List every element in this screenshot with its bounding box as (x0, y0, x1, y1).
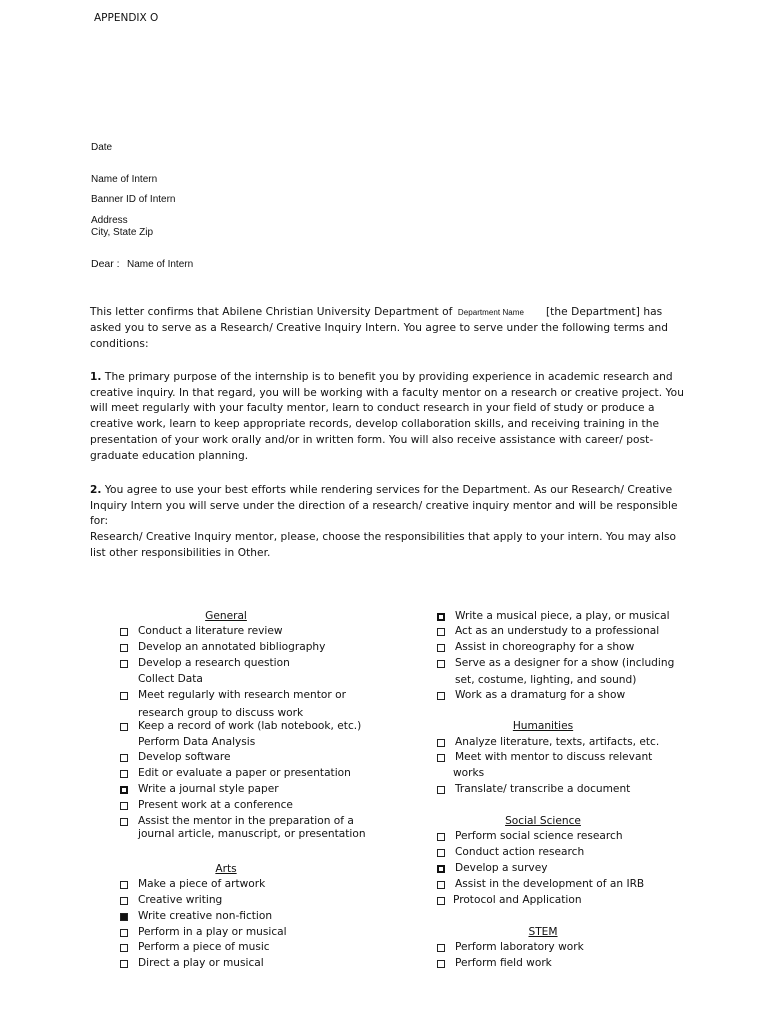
item-label: Protocol and Application (453, 894, 582, 906)
item-label: Assist the mentor in the preparation of a (138, 815, 354, 827)
item-label: Perform a piece of music (138, 941, 270, 953)
clause-1-number: 1. (90, 371, 102, 383)
stem-heading: STEM (528, 926, 558, 938)
intro-line-2: asked you to serve as a Research/ Creative Inquiry Intern. You agree to serve under the following terms and (90, 322, 669, 334)
checkbox-checked-icon[interactable] (120, 786, 128, 794)
intro-line-3: conditions: (90, 338, 149, 350)
item-label: Meet with mentor to discuss relevant (455, 751, 653, 763)
checkbox-icon[interactable] (120, 770, 128, 778)
item-label: Act as an understudy to a professional (455, 625, 660, 637)
clause-1 (90, 370, 690, 464)
dear-name-field: Name of Intern (127, 259, 194, 270)
checkbox-checked-icon[interactable] (120, 913, 128, 921)
checkbox-icon[interactable] (120, 802, 128, 810)
dear-label: Dear : (91, 258, 120, 270)
checkbox-icon[interactable] (120, 960, 128, 968)
checkbox-icon[interactable] (437, 660, 445, 668)
checkbox-icon[interactable] (120, 723, 128, 731)
item-label: Translate/ transcribe a document (455, 783, 631, 795)
checkbox-icon[interactable] (120, 818, 128, 826)
item-label: Collect Data (138, 673, 203, 685)
item-label: Direct a play or musical (138, 957, 264, 969)
checkbox-icon[interactable] (437, 849, 445, 857)
item-label: Develop software (138, 751, 231, 763)
item-label: set, costume, lighting, and sound) (455, 674, 637, 686)
checkbox-icon[interactable] (120, 897, 128, 905)
item-label: Edit or evaluate a paper or presentation (138, 767, 351, 779)
item-label: Keep a record of work (lab notebook, etc.) (138, 720, 362, 732)
clause-2-number: 2. (90, 484, 102, 496)
clause-1-text: The primary purpose of the internship is to benefit you by providing experience in academic research and creative inquiry. In that regard, you will be working with a faculty mentor on a research or creative project. You will meet regularly with your faculty mentor, learn to conduct research in your field of study or produce a creative work, learn to keep appropriate records, develop collaboration skills, and receiving training in the presentation of your work orally and/or in written form. You will also receive assistance with career/ post-graduate education planning. (90, 371, 684, 462)
checkbox-icon[interactable] (437, 739, 445, 747)
item-label: Meet regularly with research mentor or (138, 689, 346, 701)
checkbox-icon[interactable] (437, 628, 445, 636)
checkbox-icon[interactable] (120, 881, 128, 889)
checkbox-icon[interactable] (437, 833, 445, 841)
checkbox-icon[interactable] (437, 644, 445, 652)
item-label: Write a musical piece, a play, or musical (455, 610, 670, 622)
arts-heading: Arts (215, 863, 237, 875)
item-label: Write creative non-fiction (138, 910, 273, 922)
item-label: Conduct a literature review (138, 625, 283, 637)
item-label: Assist in the development of an IRB (455, 878, 645, 890)
checkbox-icon[interactable] (437, 897, 445, 905)
intern-name-field: Name of Intern (91, 174, 158, 185)
checkbox-icon[interactable] (437, 960, 445, 968)
checkbox-icon[interactable] (120, 692, 128, 700)
item-label: Perform laboratory work (455, 941, 584, 953)
item-label: Assist in choreography for a show (455, 641, 635, 653)
date-field: Date (91, 142, 113, 153)
item-label: Develop an annotated bibliography (138, 641, 326, 653)
clause-2-text: You agree to use your best efforts while rendering services for the Department. As our Research/ Creative Inquiry Intern you will serve under the direction of a research/ creative inquiry mentor and will be responsible for: (90, 484, 678, 528)
checkbox-icon[interactable] (437, 944, 445, 952)
item-label: Develop a research question (138, 657, 290, 669)
item-label: Conduct action research (455, 846, 585, 858)
banner-id-field: Banner ID of Intern (91, 194, 176, 205)
department-name-field: Department Name (457, 308, 524, 317)
checkbox-checked-icon[interactable] (437, 865, 445, 873)
item-label: Perform field work (455, 957, 552, 969)
item-label: Perform in a play or musical (138, 926, 287, 938)
appendix-label: APPENDIX O (94, 12, 159, 24)
item-label: Perform Data Analysis (138, 736, 256, 748)
intro-text-part2: [the Department] has (546, 306, 663, 318)
humanities-heading: Humanities (512, 720, 574, 732)
intro-line-1 (90, 305, 524, 321)
item-label: research group to discuss work (138, 707, 304, 719)
checkbox-icon[interactable] (120, 929, 128, 937)
checkbox-icon[interactable] (437, 881, 445, 889)
checkbox-checked-icon[interactable] (437, 613, 445, 621)
checkbox-icon[interactable] (120, 754, 128, 762)
checkbox-icon[interactable] (437, 786, 445, 794)
item-label: Analyze literature, texts, artifacts, etc. (455, 736, 660, 748)
address-field: Address (91, 215, 128, 226)
mentor-note: Research/ Creative Inquiry mentor, please, choose the responsibilities that apply to your intern. You may also list other responsibilities in Other. (90, 531, 677, 559)
item-label: Work as a dramaturg for a show (455, 689, 626, 701)
city-state-zip-field: City, State Zip (91, 227, 154, 238)
item-label: Creative writing (138, 894, 223, 906)
item-label: journal article, manuscript, or presentation (138, 828, 366, 840)
item-label: Develop a survey (455, 862, 548, 874)
clause-2 (90, 483, 690, 530)
checkbox-icon[interactable] (437, 754, 445, 762)
checkbox-icon[interactable] (120, 628, 128, 636)
item-label: Make a piece of artwork (138, 878, 266, 890)
general-heading: General (205, 610, 247, 622)
checkbox-icon[interactable] (120, 644, 128, 652)
humanities-item-continuation: works (453, 767, 485, 779)
item-label: Write a journal style paper (138, 783, 279, 795)
checkbox-icon[interactable] (120, 660, 128, 668)
item-label: Present work at a conference (138, 799, 293, 811)
item-label: Perform social science research (455, 830, 623, 842)
social-science-heading: Social Science (505, 815, 581, 827)
checkbox-icon[interactable] (437, 692, 445, 700)
intro-text-part1: This letter confirms that Abilene Christian University Department of (90, 306, 453, 318)
checkbox-icon[interactable] (120, 944, 128, 952)
item-label: Serve as a designer for a show (including (455, 657, 675, 669)
